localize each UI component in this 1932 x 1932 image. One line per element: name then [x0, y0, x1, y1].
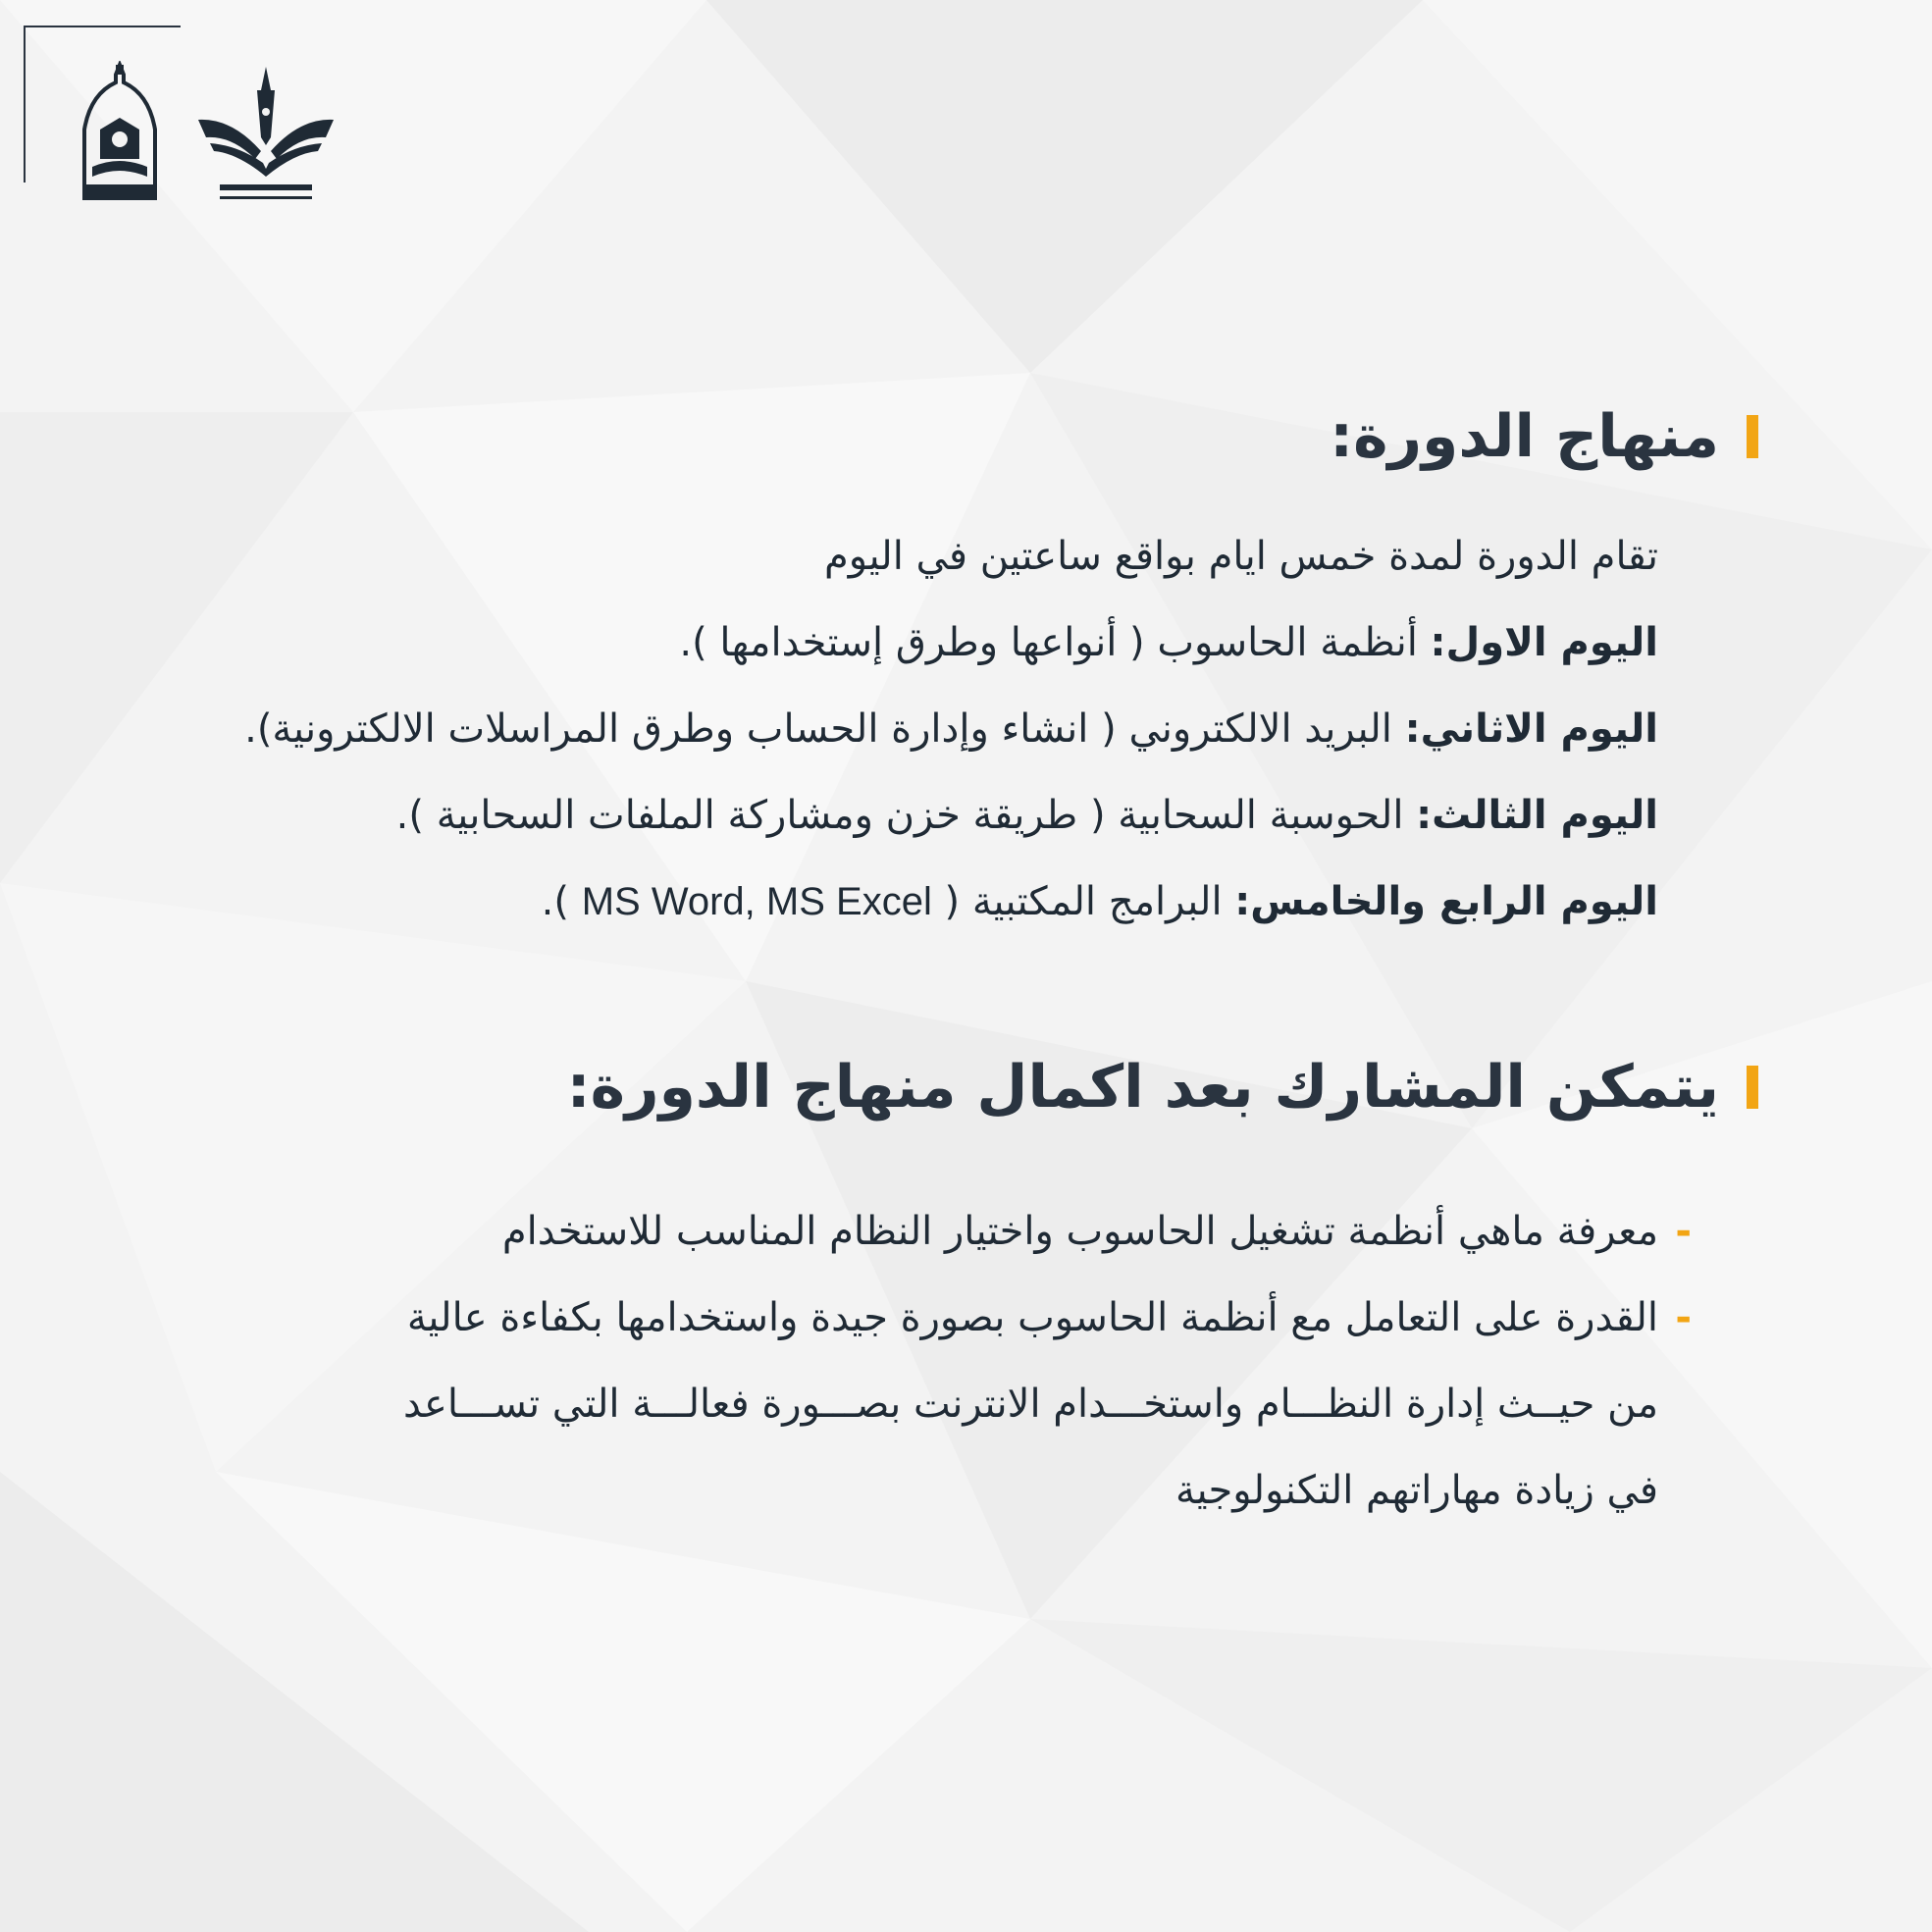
day-4-5-text-end: ).: [541, 879, 569, 924]
day-1-text: أنظمة الحاسوب ( أنواعها وطرق إستخدامها ).: [679, 620, 1431, 665]
day-2-text: البريد الالكتروني ( انشاء وإدارة الحساب وطرق المراسلات الالكترونية).: [244, 706, 1405, 752]
day-3-label: اليوم الثالث:: [1416, 793, 1658, 838]
day-4-5-software: MS Word, MS Excel: [581, 880, 932, 923]
outcomes-heading: [567, 1048, 1758, 1126]
day-4-5-line: [542, 872, 1658, 931]
heading-accent-bar: [1747, 1066, 1758, 1109]
course-intro: تقام الدورة لمدة خمس ايام بواقع ساعتين في اليوم: [824, 534, 1658, 579]
day-2-line: [244, 700, 1658, 758]
outcome-item-2: القدرة على التعامل مع أنظمة الحاسوب بصورة جيدة واستخدامها بكفاءة عالية: [406, 1295, 1658, 1340]
day-2-label: اليوم الاثاني:: [1404, 706, 1658, 752]
heading-accent-bar: [1747, 415, 1758, 458]
day-1-line: [679, 613, 1658, 672]
curriculum-title: منهاج الدورة:: [1330, 402, 1719, 471]
outcome-continuation-2: في زيادة مهاراتهم التكنولوجية: [1175, 1468, 1658, 1513]
curriculum-heading: [1330, 397, 1758, 476]
day-1-label: اليوم الاول:: [1430, 620, 1658, 665]
day-3-line: [396, 786, 1658, 845]
bullet-dash-2: -: [1675, 1295, 1692, 1340]
day-4-5-label: اليوم الرابع والخامس:: [1234, 879, 1658, 924]
bullet-dash-1: -: [1675, 1209, 1692, 1254]
outcome-continuation-1: من حيــث إدارة النظـــام واستخـــدام الانترنت بصـــورة فعالـــة التي تســـاعد: [403, 1382, 1658, 1427]
outcomes-title: يتمكن المشارك بعد اكمال منهاج الدورة:: [566, 1053, 1719, 1122]
university-seal-icon: [71, 61, 169, 208]
course-content: [157, 0, 1758, 1932]
day-3-text: الحوسبة السحابية ( طريقة خزن ومشاركة الملفات السحابية ).: [395, 793, 1417, 838]
outcome-item-1: معرفة ماهي أنظمة تشغيل الحاسوب واختيار النظام المناسب للاستخدام: [501, 1209, 1658, 1254]
day-4-5-text: البرامج المكتبية (: [944, 879, 1235, 924]
